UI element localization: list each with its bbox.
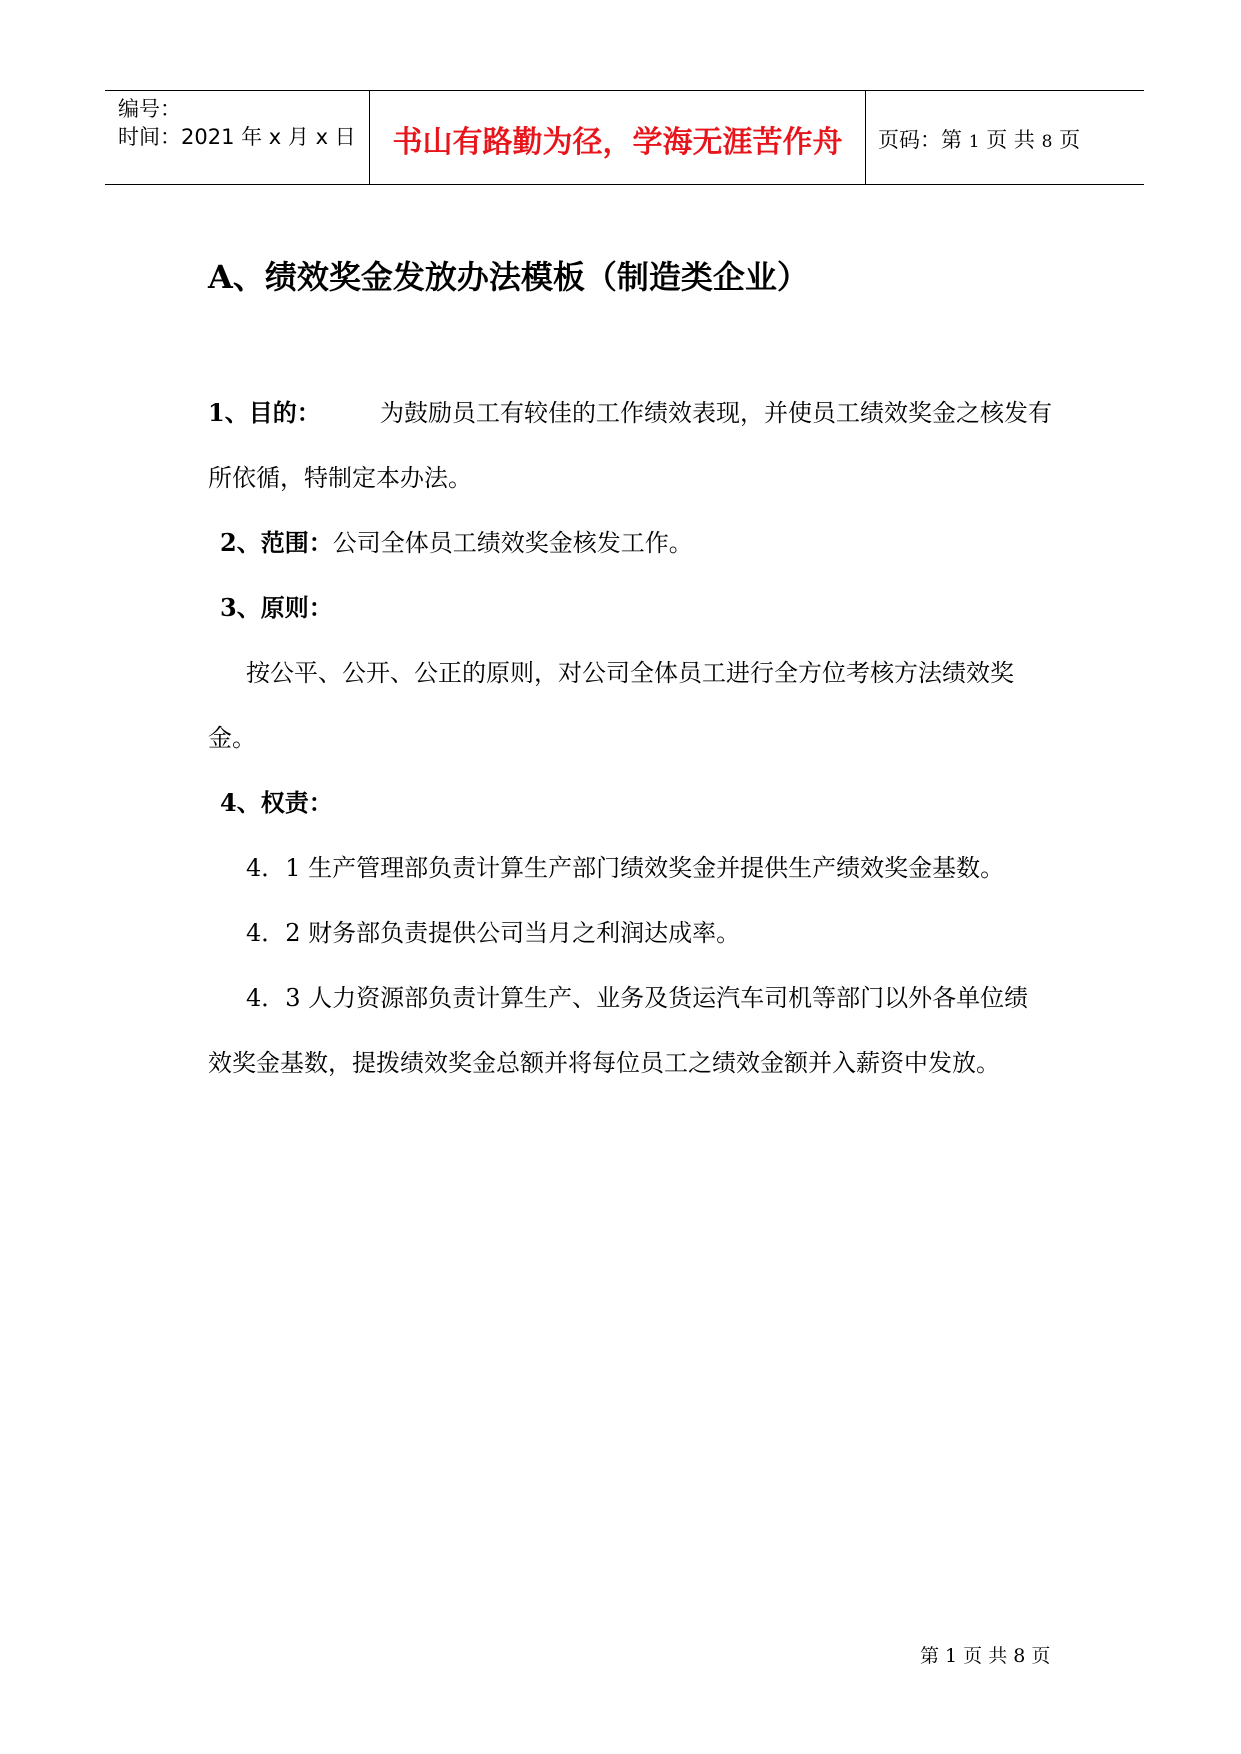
header-motto: 书山有路勤为径，学海无涯苦作舟 bbox=[392, 125, 843, 160]
header-page-prefix: 页码：第 bbox=[878, 128, 962, 152]
document-title: A、绩效奖金发放办法模板（制造类企业） bbox=[208, 258, 809, 296]
section-1-text-a: 为鼓励员工有较佳的工作绩效表现，并使员工绩效奖金之核发有 bbox=[379, 399, 1052, 427]
header-page-number bbox=[878, 124, 1080, 154]
section-3-text-a: 按公平、公开、公正的原则，对公司全体员工进行全方位考核方法绩效奖 bbox=[246, 659, 1014, 687]
header-page-suffix: 页 bbox=[1059, 128, 1081, 152]
section-2-line bbox=[220, 528, 693, 557]
header-motto-cell bbox=[370, 91, 866, 184]
section-4-item-1: 4．1 生产管理部负责计算生产部门绩效奖金并提供生产绩效奖金基数。 bbox=[246, 854, 1005, 882]
header-page-current: 1 bbox=[968, 132, 980, 152]
section-4-item-3-line-2: 效奖金基数，提拨绩效奖金总额并将每位员工之绩效金额并入薪资中发放。 bbox=[208, 1049, 1000, 1077]
document-number-label: 编号： bbox=[118, 97, 181, 121]
section-3-text-b: 金。 bbox=[208, 724, 256, 752]
footer-page-number: 第 1 页 共 8 页 bbox=[920, 1645, 1051, 1667]
header-page-cell bbox=[866, 91, 1144, 184]
section-2-heading: 2、范围： bbox=[220, 528, 333, 557]
document-time-label: 时间：2021 年 x 月 x 日 bbox=[118, 125, 356, 149]
section-1-text-b: 所依循，特制定本办法。 bbox=[208, 464, 472, 492]
section-4-item-3-line-1: 4．3 人力资源部负责计算生产、业务及货运汽车司机等部门以外各单位绩 bbox=[246, 984, 1029, 1012]
section-1-heading: 1、目的： bbox=[208, 398, 321, 427]
section-1-line-1 bbox=[208, 398, 1052, 427]
header-info-cell bbox=[105, 91, 370, 184]
section-4-item-2: 4．2 财务部负责提供公司当月之利润达成率。 bbox=[246, 919, 741, 947]
section-3-heading: 3、原则： bbox=[220, 593, 333, 622]
section-4-heading: 4、权责： bbox=[220, 788, 333, 817]
section-2-text: 公司全体员工绩效奖金核发工作。 bbox=[332, 529, 693, 557]
header-page-total: 8 bbox=[1041, 132, 1053, 152]
header-page-middle: 页 共 bbox=[986, 128, 1035, 152]
header-table bbox=[105, 90, 1144, 185]
